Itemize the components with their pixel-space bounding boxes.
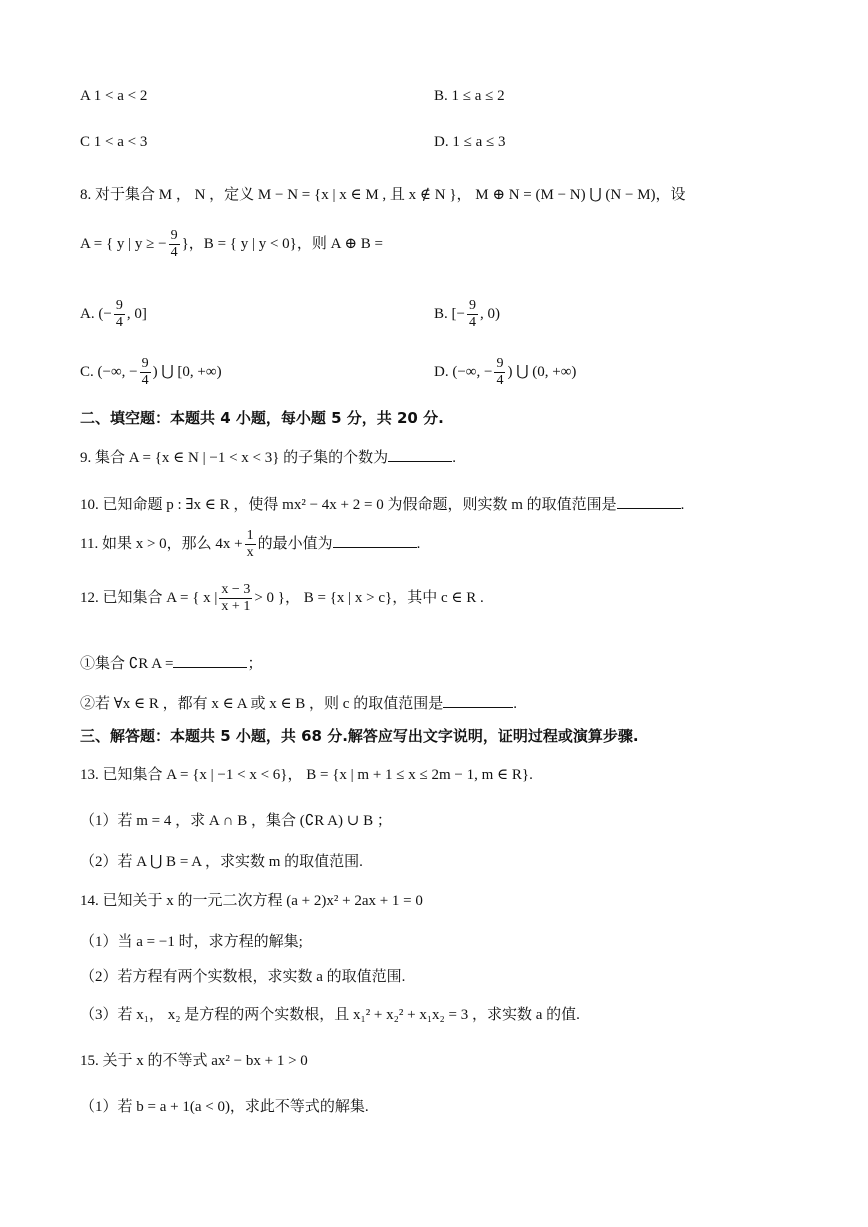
option-suffix: , 0): [479, 306, 500, 323]
q13-stem: 13. 已知集合 A = {x | −1 < x < 6}， B = {x | m + 1 ≤ x ≤ 2m − 1, m ∈ R}.: [80, 767, 533, 783]
answer-blank: [388, 460, 452, 462]
q8-stem-line1: 8. 对于集合 M ， N ，定义 M − N = {x | x ∈ M , 且 x ∉ N }， M ⊕ N = (M − N) ⋃ (N − M)，设: [80, 187, 686, 203]
q8-option-a: [80, 298, 147, 331]
option-label: D.: [434, 364, 449, 381]
option-label: A.: [80, 306, 95, 323]
q15-part-1: （1）若 b = a + 1(a < 0)，求此不等式的解集.: [80, 1099, 369, 1115]
option-prefix: (−∞, −: [97, 364, 138, 381]
q11-suffix: 的最小值为: [257, 536, 333, 553]
q9-stem: 9. 集合 A = {x ∈ N | −1 < x < 3} 的子集的个数为 .: [80, 450, 456, 466]
section-2-heading: 二、填空题：本题共 4 小题，每小题 5 分，共 20 分.: [80, 409, 444, 427]
fraction-numerator: 9: [140, 356, 151, 373]
fraction-numerator: 9: [494, 356, 505, 373]
fraction-denominator: 4: [170, 245, 178, 261]
q15-stem: 15. 关于 x 的不等式 ax² − bx + 1 > 0: [80, 1053, 308, 1069]
option-prefix: (−∞, −: [452, 364, 493, 381]
q12-fraction: [219, 582, 252, 615]
answer-blank: [333, 546, 417, 548]
q8-option-b: [434, 298, 500, 331]
option-label: B.: [434, 306, 448, 323]
option-fraction: [140, 356, 151, 389]
q12-stem: [80, 582, 484, 615]
fraction-denominator: 4: [468, 315, 476, 331]
q10-stem: 10. 已知命题 p : ∃x ∈ R ，使得 mx² − 4x + 2 = 0 为假命题，则实数 m 的取值范围是 .: [80, 497, 685, 513]
q14-part-3: （3）若 x₁， x₂ 是方程的两个实数根，且 x₁² + x₂² + x₁x₂ = 3 ，求实数 a 的值.: [80, 1007, 580, 1023]
q14-part-1: （1）当 a = −1 时，求方程的解集;: [80, 934, 303, 950]
option-fraction: [494, 356, 505, 389]
q12-part-2: ②若 ∀x ∈ R ，都有 x ∈ A 或 x ∈ B ，则 c 的取值范围是 .: [80, 696, 517, 712]
q8-option-d: [434, 356, 576, 389]
option-fraction: [114, 298, 125, 331]
option-fraction: [467, 298, 478, 331]
q8-set-b-text: }，B = { y | y < 0}，则 A ⊕ B =: [181, 236, 383, 253]
q12-suffix: > 0 }， B = {x | x > c}，其中 c ∈ R .: [254, 590, 484, 607]
q11-stem: 11. 如果 x > 0，那么 4x + $\frac{1}{x}$ 的最小值为 .: [80, 528, 421, 561]
answer-blank: [443, 706, 513, 708]
answer-blank: [617, 507, 681, 509]
q10-text: 10. 已知命题 p : ∃x ∈ R ，使得 mx² − 4x + 2 = 0 为假命题，则实数 m 的取值范围是: [80, 497, 617, 513]
q14-stem: 14. 已知关于 x 的一元二次方程 (a + 2)x² + 2ax + 1 = 0: [80, 893, 423, 909]
q11-fraction: [245, 528, 256, 561]
fraction-numerator: 9: [169, 228, 180, 245]
fraction-denominator: x: [246, 545, 254, 561]
answer-blank: [173, 666, 247, 668]
fraction-numerator: x − 3: [219, 582, 252, 599]
q8-option-c: [80, 356, 222, 389]
q9-text: 9. 集合 A = {x ∈ N | −1 < x < 3} 的子集的个数为: [80, 450, 389, 466]
option-prefix: (−: [98, 306, 112, 323]
q13-part-2: （2）若 A ⋃ B = A ，求实数 m 的取值范围.: [80, 854, 363, 870]
fraction-denominator: 4: [115, 315, 123, 331]
option-suffix: ) ⋃ (0, +∞): [507, 364, 577, 381]
fraction-numerator: 1: [245, 528, 256, 545]
q7-option-a: A 1 < a < 2: [80, 88, 148, 104]
q14-part-2: （2）若方程有两个实数根，求实数 a 的取值范围.: [80, 969, 406, 985]
q12-part-2-text: ②若 ∀x ∈ R ，都有 x ∈ A 或 x ∈ B ，则 c 的取值范围是: [80, 696, 444, 712]
fraction-numerator: 9: [114, 298, 125, 315]
option-label: C.: [80, 364, 94, 381]
fraction-denominator: 4: [141, 373, 149, 389]
q12-part-1: ①集合 ∁R A = ；: [80, 656, 263, 672]
fraction-denominator: 4: [496, 373, 504, 389]
q7-option-b: B. 1 ≤ a ≤ 2: [434, 88, 505, 104]
fraction-numerator: 9: [467, 298, 478, 315]
q7-option-d: D. 1 ≤ a ≤ 3: [434, 134, 506, 150]
q8-fraction: [169, 228, 180, 261]
q12-prefix: 12. 已知集合 A = { x |: [80, 590, 218, 607]
option-suffix: , 0]: [126, 306, 147, 323]
q11-prefix: 11. 如果 x > 0，那么 4x +: [80, 536, 243, 553]
q13-part-1: （1）若 m = 4 ，求 A ∩ B ，集合 (∁R A) ∪ B ；: [80, 813, 392, 829]
section-3-heading: 三、解答题：本题共 5 小题，共 68 分.解答应写出文字说明，证明过程或演算步骤.: [80, 727, 639, 745]
q7-option-c: C 1 < a < 3: [80, 134, 148, 150]
option-prefix: [−: [451, 306, 465, 323]
q8-set-a-prefix: A = { y | y ≥ −: [80, 236, 167, 253]
q8-stem-line2: [80, 228, 383, 261]
option-suffix: ) ⋃ [0, +∞): [152, 364, 222, 381]
fraction-denominator: x + 1: [221, 599, 251, 615]
q12-part-1-text: ①集合 ∁R A =: [80, 656, 174, 672]
